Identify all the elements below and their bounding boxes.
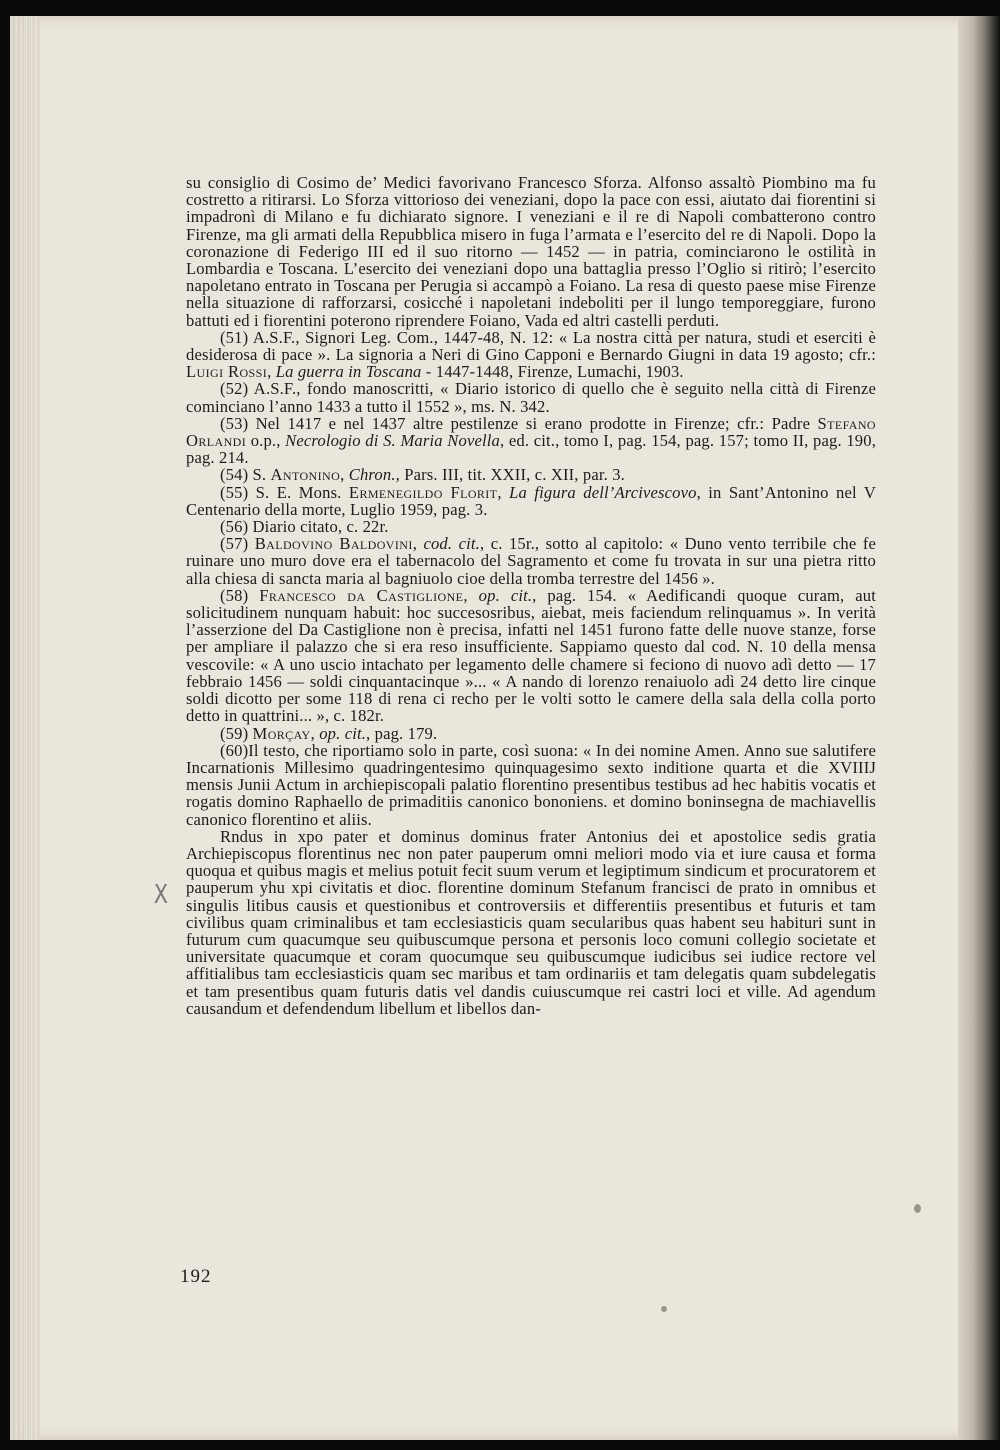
margin-mark-x: X bbox=[153, 880, 169, 910]
text-run: (53) Nel 1417 e nel 1437 altre pestilenze si erano prodotte in Firenze; cfr.: Padre bbox=[220, 413, 818, 433]
page-edges-left bbox=[10, 16, 40, 1440]
author-name: Baldovino Baldovini bbox=[254, 534, 413, 554]
title-italic: Necrologio di S. Maria Novella bbox=[285, 431, 500, 451]
text-run: (60)Il testo, che riportiamo solo in parte, così suona: « In dei nomine Amen. Anno sue salutifere Incarnationis Millesimo quadringentesimo quinquagesimo sexto inditione quarta et die XVIIIJ mensis Junii Actum in archiepiscopali palatio florentino presentibus testibus ad hec habitis vocatis et rogatis domino Raphaello de primaditiis canonico bononiens. et domino boninsegna de machiavellis canonico florentino et aliis. bbox=[186, 740, 876, 829]
paragraph bbox=[186, 174, 876, 329]
author-name: Stefano Orlandi bbox=[186, 413, 876, 451]
text-run: (59) bbox=[220, 723, 253, 743]
text-run: , in Sant’Antonino nel V Centenario della morte, Luglio 1959, pag. 3. bbox=[186, 482, 877, 519]
paragraph bbox=[186, 535, 876, 587]
title-italic: La guerra in Toscana bbox=[275, 362, 422, 382]
text-run: (54) S. bbox=[220, 465, 271, 485]
text-run: , bbox=[340, 465, 349, 485]
text-run: , bbox=[463, 585, 479, 605]
paragraph bbox=[186, 828, 876, 1017]
body-text bbox=[186, 174, 876, 1017]
paragraph bbox=[186, 380, 876, 414]
paragraph bbox=[186, 725, 876, 742]
author-name: Morçay bbox=[252, 723, 311, 743]
text-run: , c. 15r., sotto al capitolo: « Duno vento terribile che fe ruinare uno muro dove era el tabernacolo del Sagramento et come fu trovata in sur una pietra ritto alla chiesa di sancta maria al bagniuolo cioe della tromba terrestre del 1456 ». bbox=[186, 534, 877, 588]
text-run: , pag. 154. « Aedificandi quoque curam, aut solicitudinem nunquam habuit: hoc succesosribus, aiebat, meis faciendum relinquamus ». In verità l’asserzione del Da Castiglione non è precisa, infatti nel 1451 furono fatte delle nuove stanze, forse per ampliare il palazzo che si era reso insufficiente. Sappiamo questo dal cod. N. 10 della mensa vescovile: « A uno uscio intachato per legamento delle chamere si feciono di nuovo adì detto — 17 febbraio 1456 — soldi cinquantacinque »... « A nando di lorenzo renaiuolo adì 24 detto lire cinque soldi dicotto per some 118 di rena ci recho per le volti sotto le camere della sala della colla porto detto in quattrini... », c. 182r. bbox=[186, 585, 877, 726]
text-run: (55) S. E. Mons. bbox=[220, 482, 349, 502]
text-run: , Pars. III, tit. XXII, c. XII, par. 3. bbox=[395, 465, 625, 485]
page-number: 192 bbox=[180, 1266, 212, 1287]
title-italic: op. cit. bbox=[319, 723, 367, 743]
spot-mark bbox=[914, 1204, 921, 1213]
text-run: , bbox=[497, 482, 510, 502]
text-run: su consiglio di Cosimo de’ Medici favorivano Francesco Sforza. Alfonso assaltò Piombino ma fu costretto a ritirarsi. Lo Sforza vittorioso dei veneziani, dopo la pace con essi, aiutato dai fiorentini si impadronì di Milano e fu dichiarato signore. I veneziani e il re di Napoli combatterono contro Firenze, ma gli armati della Repubblica misero in fuga l’armata e l’esercito del re di Napoli. Dopo la coronazione di Federigo III ed il suo ritorno — 1452 — in patria, cominciarono le ostilità in Lombardia e Toscana. L’esercito dei veneziani dopo una battaglia presso l’Oglio si ritirò; l’esercito napoletano entrato in Toscana per Perugia si accampò a Foiano. La resa di questo paese mise Firenze nella situazione di rafforzarsi, cosicché i napoletani indeboliti per il lungo temporeggiare, furono battuti ed i fiorentini poterono riprendere Foiano, Vada ed altri castelli perduti. bbox=[186, 173, 876, 330]
author-name: Antonino bbox=[270, 465, 341, 485]
text-run: (52) A.S.F., fondo manoscritti, « Diario istorico di quello che è seguito nella città di Firenze cominciano l’anno 1433 a tutto il 1552 », ms. N. 342. bbox=[186, 379, 876, 416]
text-run: (51) A.S.F., Signori Leg. Com., 1447-48, N. 12: « La nostra città per natura, studi et eserciti è desiderosa di pace ». La signoria a Neri di Gino Capponi e Bernardo Giugni in data 19 agosto; cfr.: bbox=[186, 327, 876, 365]
text-run: (58) bbox=[220, 585, 260, 605]
text-run: - 1447-1448, Firenze, Lumachi, 1903. bbox=[421, 362, 684, 382]
author-name: Ermenegildo Florit bbox=[348, 482, 498, 502]
text-run: , bbox=[267, 362, 276, 382]
text-run: o.p., bbox=[246, 431, 286, 451]
text-run: , bbox=[412, 534, 424, 554]
title-italic: La figura dell’Arcivescovo bbox=[509, 482, 697, 502]
paragraph bbox=[186, 466, 876, 483]
text-run: , pag. 179. bbox=[366, 723, 438, 743]
text-run: (56) Diario citato, c. 22r. bbox=[220, 517, 389, 537]
paragraph bbox=[186, 415, 876, 467]
paragraph bbox=[186, 742, 876, 828]
author-name: Luigi Rossi bbox=[186, 362, 268, 382]
title-italic: op. cit. bbox=[478, 585, 533, 605]
title-italic: cod. cit. bbox=[423, 534, 480, 554]
text-run: , bbox=[310, 723, 320, 743]
paragraph bbox=[186, 518, 876, 535]
book-binding-shadow bbox=[958, 16, 1000, 1440]
title-italic: Chron. bbox=[348, 465, 396, 485]
author-name: Francesco da Castiglione bbox=[259, 585, 464, 605]
spot-mark bbox=[661, 1306, 667, 1312]
text-run: Rndus in xpo pater et dominus dominus frater Antonius dei et apostolice sedis gratia Archiepiscopus florentinus nec non pater pauperum omni meliori modo via et iure causa et forma quoqua et quibus magis et melius potuit fecit suum verum et legiptimum sindicum et procuratorem et pauperum yhu xpi civitatis et dioc. florentine dominum Stefanum francisci de prato in omnibus et singulis litibus causis et questionibus et controversiis et differentiis presentibus et futuris et tam civilibus quam criminalibus et tam ecclesiasticis quam secularibus quas habent seu habituri sunt in futurum cum quacumque seu quibuscumque persona et personis loco comuni collegio societate et universitate quacumque et coram quocumque seu quibuscumque iudicibus sei iudice rectore vel affitialibus tam ecclesiasticis quam sec maribus et tam ordinariis et tam delegatis quam subdelegatis et tam presentibus quam futuris datis vel dandis cuiuscumque rei castri loci et ville. Ad agendum causandum et defendendum libellum et libellos dan- bbox=[186, 826, 876, 1018]
paragraph bbox=[186, 329, 876, 381]
text-run: , ed. cit., tomo I, pag. 154, pag. 157; tomo II, pag. 190, pag. 214. bbox=[186, 431, 876, 468]
text-run: (57) bbox=[220, 534, 255, 554]
paragraph bbox=[186, 587, 876, 725]
paragraph bbox=[186, 484, 876, 518]
